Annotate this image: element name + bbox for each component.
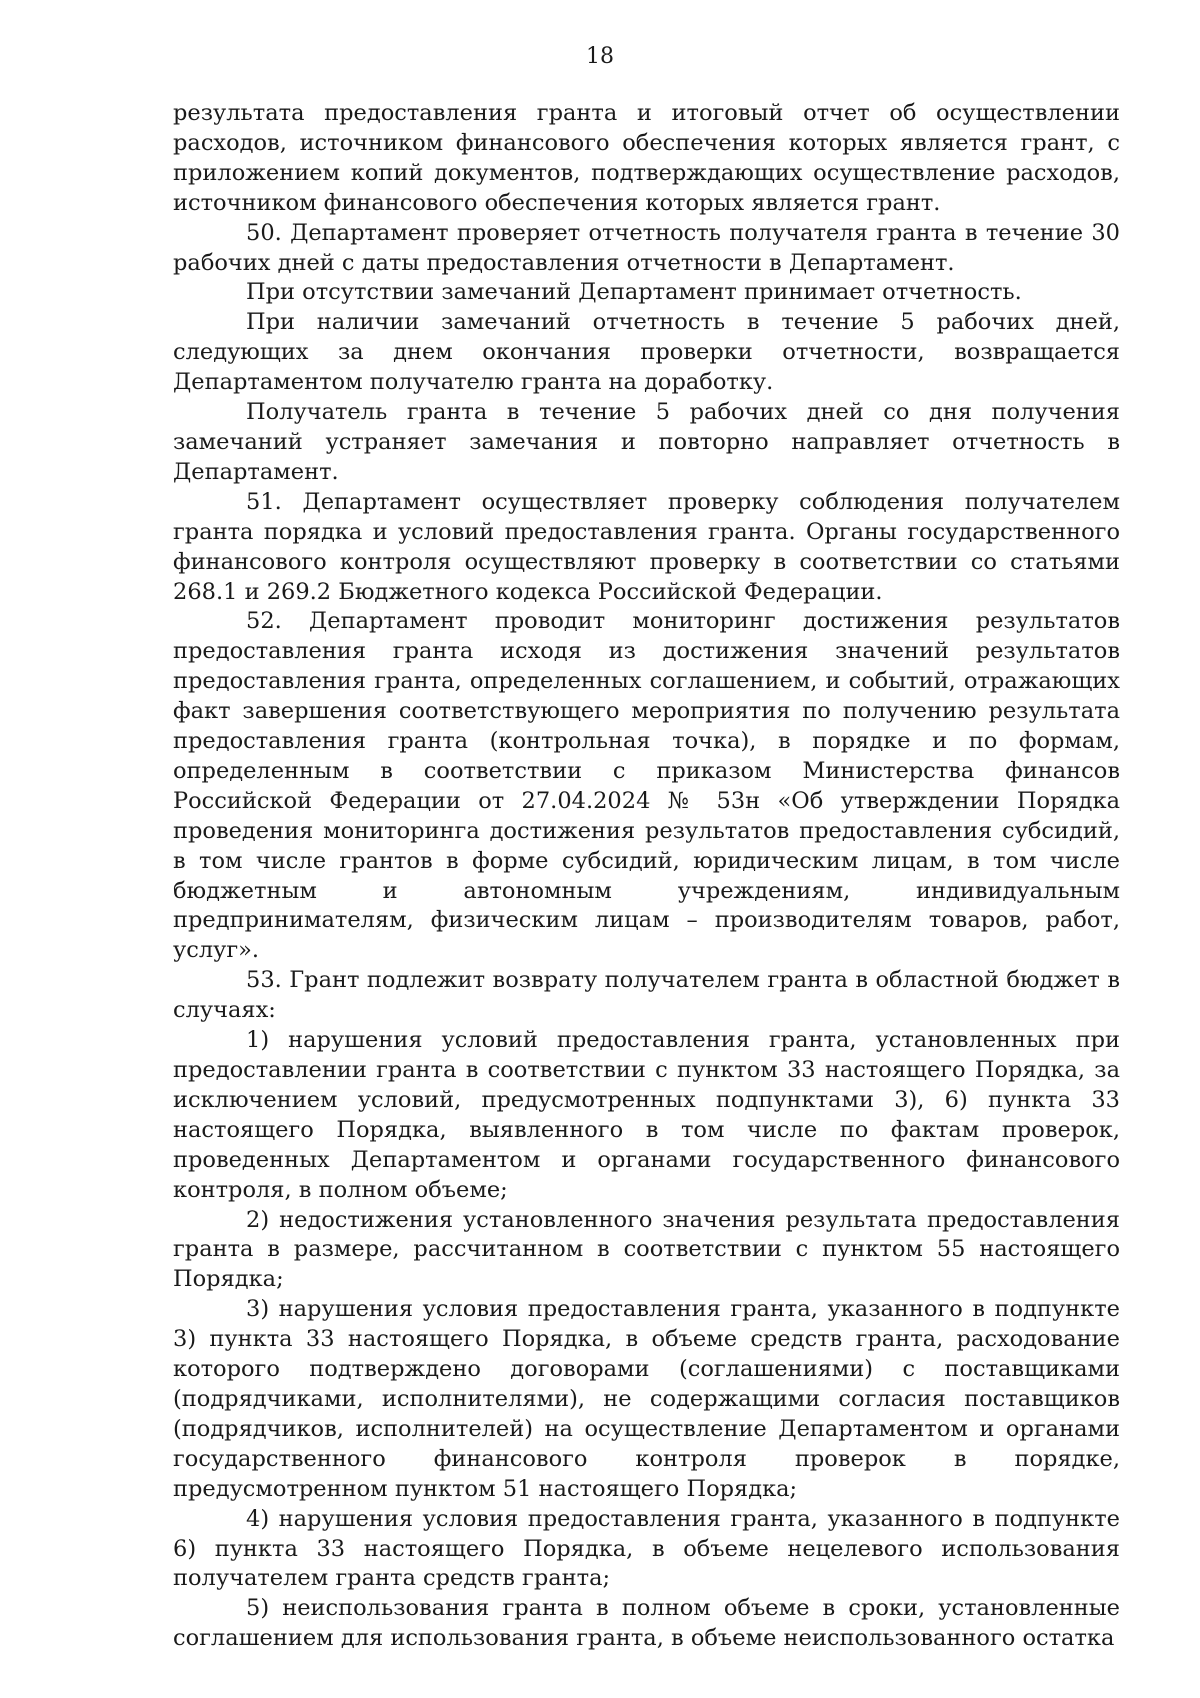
paragraph: 3) нарушения условия предоставления гранта, указанного в подпункте 3) пункта 33 настоящего Порядка, в объеме средств гранта, расходование которого подтверждено договорами (соглашениями) с поставщиками (подрядчиками, исполнителями), не содержащими согласия поставщиков (подрядчиков, исполнителей) на осуществление Департаментом и органами государственного финансового контроля проверок в порядке, предусмотренном пунктом 51 настоящего Порядка; [173,1296,1120,1502]
paragraph: При наличии замечаний отчетность в течение 5 рабочих дней, следующих за днем окончания проверки отчетности, возвращается Департаментом получателю гранта на доработку. [173,309,1120,396]
paragraph: При отсутствии замечаний Департамент принимает отчетность. [246,279,1022,306]
paragraph: результата предоставления гранта и итоговый отчет об осуществлении расходов, источником финансового обеспечения которых является грант, с приложением копий документов, подтверждающих осуществление расходов, источником финансового обеспечения которых является грант. [173,100,1120,216]
paragraph: 52. Департамент проводит мониторинг достижения результатов предоставления гранта исходя из достижения значений результатов предоставления гранта, определенных соглашением, и событий, отражающих факт завершения соответствующего мероприятия по получению результата предоставления гранта (контрольная точка), в порядке и по формам, определенным в соответствии с приказом Министерства финансов Российской Федерации от 27.04.2024 № 53н «Об утверждении Порядка проведения мониторинга достижения результатов предоставления субсидий, в том числе грантов в форме субсидий, юридическим лицам, в том числе бюджетным и автономным учреждениям, индивидуальным предпринимателям, физическим лицам – производителям товаров, работ, услуг». [173,608,1120,964]
paragraph: 1) нарушения условий предоставления гранта, установленных при предоставлении гранта в соответствии с пунктом 33 настоящего Порядка, за исключением условий, предусмотренных подпунктами 3), 6) пункта 33 настоящего Порядка, выявленного в том числе по фактам проверок, проведенных Департаментом и органами государственного финансового контроля, в полном объеме; [173,1027,1120,1203]
page-number: 18 [586,44,614,69]
paragraph: 2) недостижения установленного значения результата предоставления гранта в размере, рассчитанном в соответствии с пунктом 55 настоящего Порядка; [173,1206,1120,1293]
paragraph: 53. Грант подлежит возврату получателем гранта в областной бюджет в случаях: [173,967,1120,1024]
document-body [173,99,1120,1654]
paragraph: 50. Департамент проверяет отчетность получателя гранта в течение 30 рабочих дней с даты предоставления отчетности в Департамент. [173,219,1120,276]
paragraph: 4) нарушения условия предоставления гранта, указанного в подпункте 6) пункта 33 настоящего Порядка, в объеме нецелевого использования получателем гранта средств гранта; [173,1505,1120,1592]
paragraph: Получатель гранта в течение 5 рабочих дней со дня получения замечаний устраняет замечания и повторно направляет отчетность в Департамент. [173,399,1120,485]
paragraph: 5) неиспользования гранта в полном объеме в сроки, установленные соглашением для использования гранта, в объеме неиспользованного остатка [173,1595,1120,1652]
paragraph: 51. Департамент осуществляет проверку соблюдения получателем гранта порядка и условий предоставления гранта. Органы государственного финансового контроля осуществляют проверку в соответствии со статьями 268.1 и 269.2 Бюджетного кодекса Российской Федерации. [173,488,1120,605]
